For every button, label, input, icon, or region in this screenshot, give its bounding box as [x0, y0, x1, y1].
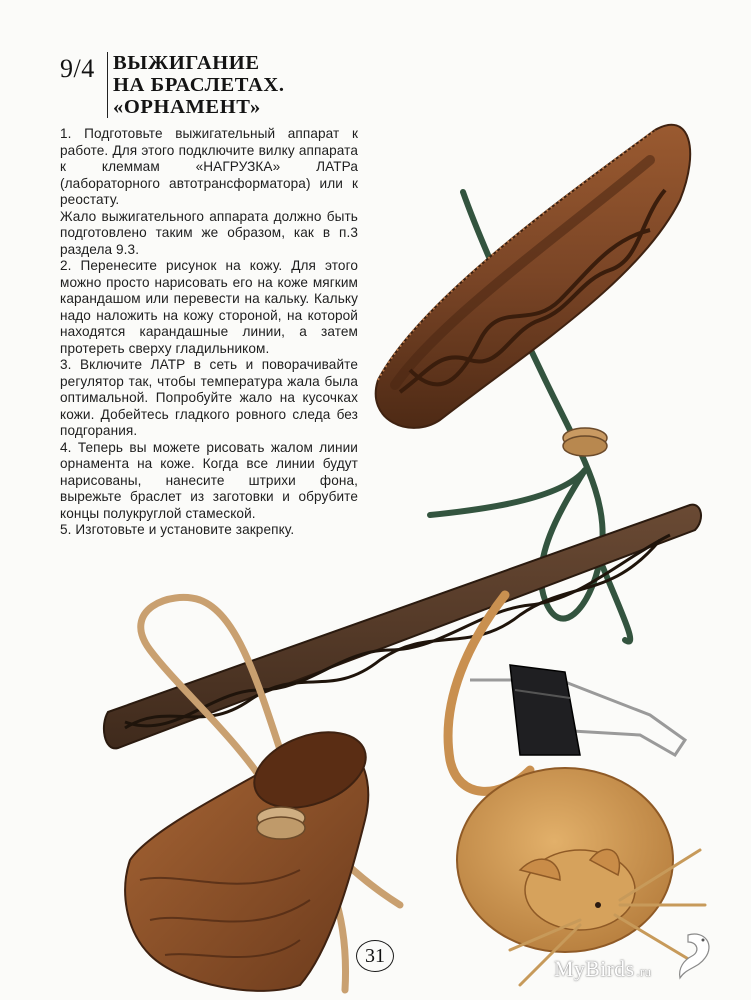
instruction-paragraph: 5. Изготовьте и установите закрепку. [60, 522, 295, 537]
cuff-bead [257, 807, 305, 839]
instruction-paragraph: 4. Теперь вы можете рисовать жалом линии орнамента на коже. Когда все линии будут нарисованы, нанесите штрихи фона, вырежьте браслет из заготовки и обрубите концы полукруглой стамеской. [60, 439, 358, 521]
title-line: НА БРАСЛЕТАХ. [113, 74, 285, 96]
title-line: ВЫЖИГАНИЕ [113, 52, 260, 74]
page-number: 31 [356, 940, 394, 972]
title-line: «ОРНАМЕНТ» [113, 96, 261, 118]
instruction-paragraph: 1. Подготовьте выжигательный аппарат к работе. Для этого подключите вилку аппарата к клеммам «НАГРУЗКА» ЛАТРа (лабораторного автотрансформатора) или к реостату. [60, 126, 358, 207]
leather-mouse [448, 595, 705, 985]
section-number: 9/4 [60, 54, 95, 83]
instruction-paragraph: 3. Включите ЛАТР в сеть и поворачивайте регулятор так, чтобы температура жала была оптимальной. Попробуйте жало на кусочках кожи. Добейтесь гладкого ровного следа без подгорания. [60, 357, 358, 438]
binder-clip [470, 665, 685, 755]
instruction-paragraph: Жало выжигательного аппарата должно быть подготовлено таким же образом, как в п.3 раздела 9.3. [60, 208, 358, 257]
instruction-paragraph: 2. Перенесите рисунок на кожу. Для этого можно просто нарисовать его на коже мягким карандашом или перевести на кальку. Кальку надо наложить на кожу стороной, на которой находятся карандашные линии, а затем протереть сверху гладильником. [60, 258, 358, 356]
long-strap [104, 505, 701, 749]
watermark-name: MyBirds [554, 956, 635, 981]
carved-bracelet-top [376, 125, 690, 428]
cord-bead [563, 428, 607, 456]
watermark-tld: .ru [636, 964, 652, 979]
watermark [554, 956, 651, 982]
